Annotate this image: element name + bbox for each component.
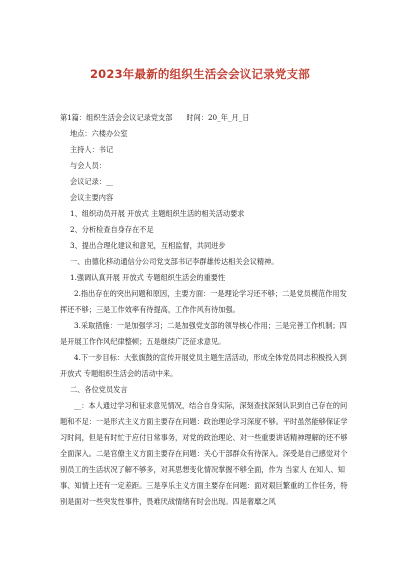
meeting-time: 时间：20_年_月_日 — [186, 113, 250, 122]
part1-item: 1.强调认真开展 开放式 专题组织生活会的重要性 — [70, 273, 226, 282]
part1-heading: 一、由德化移动通信分公司党支部书记李群雄传达相关会议精神。 — [70, 257, 279, 266]
part2-heading: 二、各位党员发言 — [70, 385, 128, 394]
meta-host: 主持人：书记 — [70, 145, 114, 154]
part1-item: 2.指出存在的突出问题和原因，主要方面：一是理论学习还不够；二是党员模范作用发挥还不够；三是工作效率有待提高，工作作风有待加强。 — [60, 289, 347, 314]
part1-item: 3.采取措施：一是加强学习；二是加强党支部的领导核心作用；三是完善工作机制；四是开展工作作风纪律整顿；五是继续广泛征求意见。 — [60, 321, 347, 346]
section-heading: 第1篇：组织生活会会议记录党支部 — [60, 113, 173, 122]
meta-location: 地点：六楼办公室 — [70, 129, 128, 138]
agenda-heading: 会议主要内容 — [70, 193, 114, 202]
part1-item: 4.下一步目标：大张旗鼓的宣传开展党员主题生活活动，形成全体党员同志积极投入到 开放式 专题组织生活会的活动中来。 — [60, 353, 347, 378]
section-heading-line — [60, 110, 350, 126]
agenda-item: 2、分析检查自身存在不足 — [70, 225, 154, 234]
document-title: 2023年最新的组织生活会会议记录党支部 — [89, 67, 310, 81]
speech-paragraph: __：本人通过学习和征求意见情况，结合自身实际，深刻查找深刻认识到自己存在的问题和不足：一是形式主义方面主要存在问题：政治理论学习深度不够。平时虽然能够保证学习时间，但是有时忙于应付日常事务，对党的政治理论、对一些重要讲话精神理解的还不够全面深入。二是官僚主义方面主要存在问题：关心干部群众有待深入。深受是自己感觉对个别员工的生活状况了解不够多，对其思想变化情况掌握不够全面，作为 当家人 在知人、知事、知情上还有一定差距。三是享乐主义方面主要存在问题：面对艰巨繁重的工作任务，特别是面对一些突发性事件，畏难厌战情绪有时会出现。四是奢靡之风 — [60, 401, 348, 506]
meta-recorder: 会议记录：__ — [70, 177, 114, 186]
meta-attendees: 与会人员： — [70, 161, 106, 170]
agenda-item: 1、组织动员开展 开放式 主题组织生活的相关活动要求 — [70, 209, 245, 218]
agenda-item: 3、提出合理化建议和意见，互相监督，共同进步 — [70, 241, 226, 250]
document-body — [60, 110, 350, 510]
